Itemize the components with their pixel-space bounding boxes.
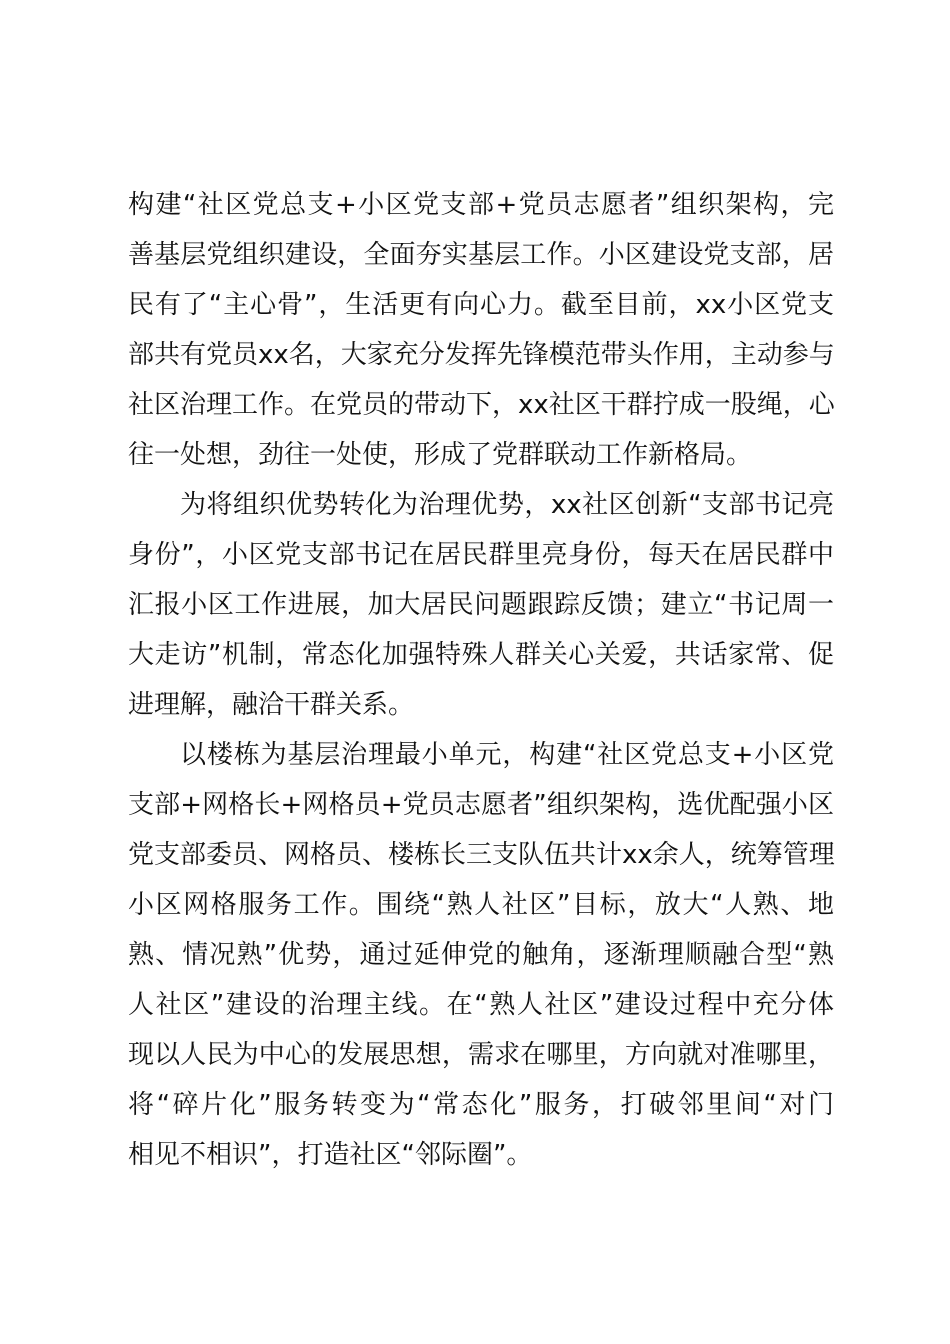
paragraph-3-line-1: 以楼栋为基层治理最小单元，构建“社区党总支+小区党: [180, 740, 834, 770]
paragraph-3-line-2: 支部+网格长+网格员+党员志愿者”组织架构，选优配强小区: [128, 790, 834, 820]
paragraph-1-line-1: 构建“社区党总支+小区党支部+党员志愿者”组织架构，完: [128, 190, 834, 220]
paragraph-1-line-3: 民有了“主心骨”，生活更有向心力。截至目前，xx小区党支: [128, 290, 834, 320]
paragraph-2-line-2: 身份”，小区党支部书记在居民群里亮身份，每天在居民群中: [128, 540, 834, 570]
paragraph-3-line-6: 人社区”建设的治理主线。在“熟人社区”建设过程中充分体: [128, 990, 834, 1020]
paragraph-3-line-8: 将“碎片化”服务转变为“常态化”服务，打破邻里间“对门: [128, 1090, 834, 1120]
paragraph-3-line-3: 党支部委员、网格员、楼栋长三支队伍共计xx余人，统筹管理: [128, 840, 835, 870]
paragraph-3-line-5: 熟、情况熟”优势，通过延伸党的触角，逐渐理顺融合型“熟: [128, 940, 834, 970]
paragraph-2-line-3: 汇报小区工作进展，加大居民问题跟踪反馈；建立“书记周一: [128, 590, 834, 620]
paragraph-3-line-4: 小区网格服务工作。围绕“熟人社区”目标，放大“人熟、地: [128, 890, 834, 920]
paragraph-2-line-1: 为将组织优势转化为治理优势，xx社区创新“支部书记亮: [180, 490, 834, 520]
body-text: [128, 180, 834, 1180]
paragraph-1-line-6: 往一处想，劲往一处使，形成了党群联动工作新格局。: [128, 440, 753, 470]
paragraph-1-line-2: 善基层党组织建设，全面夯实基层工作。小区建设党支部，居: [128, 240, 834, 270]
paragraph-3-line-7: 现以人民为中心的发展思想，需求在哪里，方向就对准哪里，: [128, 1040, 834, 1070]
paragraph-1-line-4: 部共有党员xx名，大家充分发挥先锋模范带头作用，主动参与: [128, 340, 835, 370]
paragraph-3-line-9: 相见不相识”，打造社区“邻际圈”。: [128, 1140, 533, 1170]
paragraph-2-line-4: 大走访”机制，常态化加强特殊人群关心关爱，共话家常、促: [128, 640, 834, 670]
paragraph-1-line-5: 社区治理工作。在党员的带动下，xx社区干群拧成一股绳，心: [128, 390, 835, 420]
paragraph-2-line-5: 进理解，融洽干群关系。: [128, 690, 415, 720]
